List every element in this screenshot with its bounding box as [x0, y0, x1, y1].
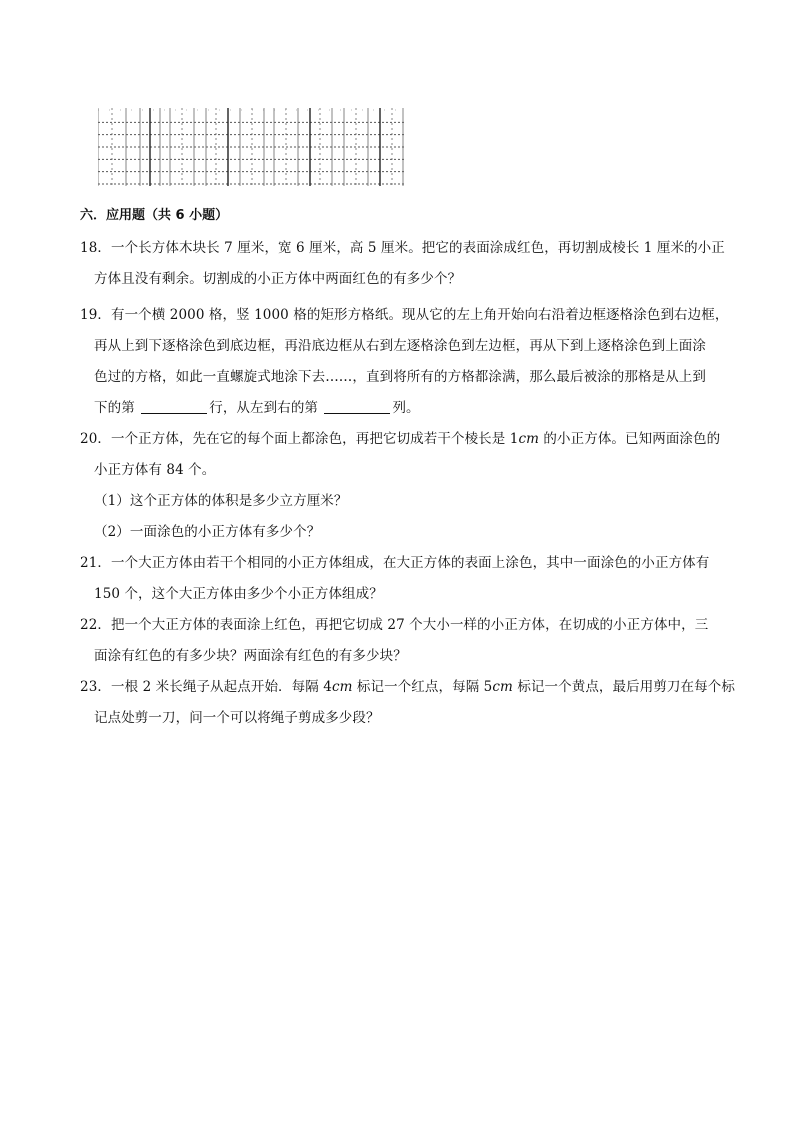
question-number: 18．	[80, 240, 111, 256]
question-number: 20．	[80, 431, 111, 447]
question-19-line-2: 再从上到下逐格涂色到底边框，再沿底边框从右到左逐格涂色到左边框，再从下到上逐格涂色到上面涂	[94, 338, 706, 354]
question-number: 22．	[80, 617, 111, 633]
question-23-line-2: 记点处剪一刀，问一个可以将绳子剪成多少段？	[94, 710, 380, 726]
question-23-line-1: 23．一根 2 米长绳子从起点开始．每隔 4cm 标记一个红点，每隔 5cm 标记一个黄点，最后用剪刀在每个标	[80, 679, 735, 695]
question-22-line-1: 22．把一个大正方体的表面涂上红色，再把它切成 27 个大小一样的小正方体，在切成的小正方体中，三	[80, 617, 709, 633]
answer-blank-row[interactable]	[141, 399, 207, 414]
question-19-line-1: 19．有一个横 2000 格，竖 1000 格的矩形方格纸。现从它的左上角开始向右沿着边框逐格涂色到右边框，	[80, 307, 729, 323]
question-18-line-1: 18．一个长方体木块长 7 厘米，宽 6 厘米，高 5 厘米。把它的表面涂成红色，再切割成棱长 1 厘米的小正	[80, 240, 725, 256]
question-20-sub-1: （1）这个正方体的体积是多少立方厘米？	[94, 493, 348, 509]
answer-blank-column[interactable]	[324, 399, 390, 414]
question-20-line-1: 20．一个正方体，先在它的每个面上都涂色，再把它切成若干个棱长是 1cm 的小正方体。已知两面涂色的	[80, 431, 721, 447]
question-number: 23．	[80, 679, 111, 695]
section-title: 六．应用题（共 6 小题）	[80, 208, 229, 223]
question-18-line-2: 方体且没有剩余。切割成的小正方体中两面红色的有多少个？	[94, 271, 462, 287]
question-20-sub-2: （2）一面涂色的小正方体有多少个？	[94, 524, 321, 540]
grid-figure	[98, 108, 404, 186]
question-20-line-2: 小正方体有 84 个。	[94, 462, 216, 478]
question-21-line-2: 150 个，这个大正方体由多少个小正方体组成？	[94, 586, 383, 602]
question-21-line-1: 21．一个大正方体由若干个相同的小正方体组成，在大正方体的表面上涂色，其中一面涂色的小正方体有	[80, 555, 710, 571]
question-19-line-4: 下的第 行，从左到右的第 列。	[94, 400, 420, 416]
question-number: 21．	[80, 555, 111, 571]
question-19-line-3: 色过的方格，如此一直螺旋式地涂下去……，直到将所有的方格都涂满，那么最后被涂的那格是从上到	[94, 369, 706, 385]
question-22-line-2: 面涂有红色的有多少块？两面涂有红色的有多少块？	[94, 648, 407, 664]
question-number: 19．	[80, 307, 111, 323]
